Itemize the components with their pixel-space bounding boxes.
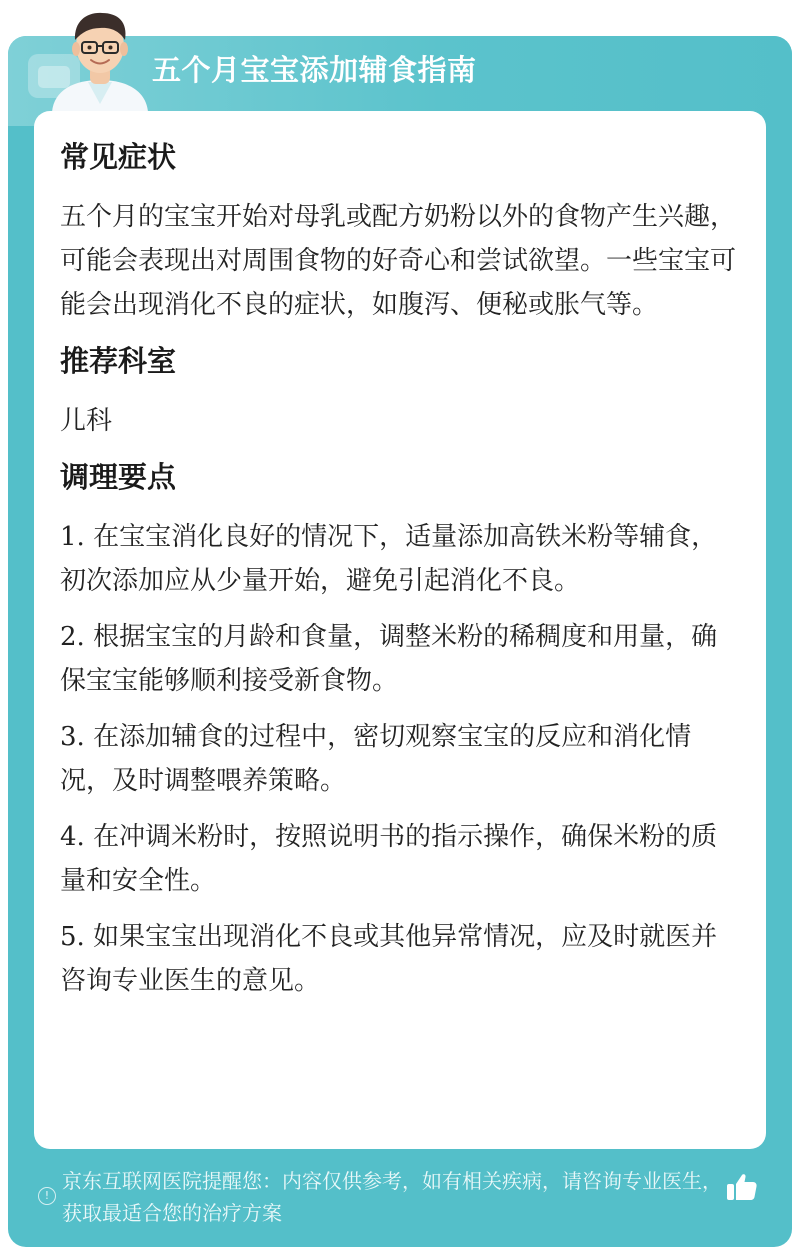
disclaimer-text: 京东互联网医院提醒您：内容仅供参考，如有相关疾病，请咨询专业医生，获取最适合您的治疗方案 <box>62 1169 722 1225</box>
card-content <box>60 135 740 1015</box>
care-item-number: 3. <box>60 722 85 752</box>
footer <box>34 1163 766 1233</box>
thumbs-up-icon[interactable] <box>724 1169 760 1205</box>
care-item-number: 4. <box>60 822 85 852</box>
care-item-number: 1. <box>60 522 85 552</box>
info-icon: ! <box>38 1187 56 1205</box>
content-card <box>34 111 766 1149</box>
care-item <box>60 815 740 903</box>
care-item-number: 2. <box>60 622 85 652</box>
doctor-avatar-icon <box>44 4 156 112</box>
page-title: 五个月宝宝添加辅食指南 <box>152 53 477 87</box>
care-item-text: 在冲调米粉时，按照说明书的指示操作，确保米粉的质量和安全性。 <box>60 822 718 896</box>
symptoms-body: 五个月的宝宝开始对母乳或配方奶粉以外的食物产生兴趣，可能会表现出对周围食物的好奇心和尝试欲望。一些宝宝可能会出现消化不良的症状，如腹泻、便秘或胀气等。 <box>60 202 737 320</box>
care-item <box>60 915 740 1003</box>
care-item-text: 如果宝宝出现消化不良或其他异常情况，应及时就医并咨询专业医生的意见。 <box>60 922 718 996</box>
care-item-text: 在宝宝消化良好的情况下，适量添加高铁米粉等辅食，初次添加应从少量开始，避免引起消化不良。 <box>60 522 718 596</box>
department-body: 儿科 <box>60 406 113 436</box>
care-item <box>60 515 740 603</box>
care-item-number: 5. <box>60 922 85 952</box>
care-item <box>60 715 740 803</box>
care-item-text: 在添加辅食的过程中，密切观察宝宝的反应和消化情况，及时调整喂养策略。 <box>60 722 692 796</box>
care-title: 调理要点 <box>60 460 177 494</box>
care-item-text: 根据宝宝的月龄和食量，调整米粉的稀稠度和用量，确保宝宝能够顺利接受新食物。 <box>60 622 718 696</box>
care-item <box>60 615 740 703</box>
symptoms-title: 常见症状 <box>60 140 177 174</box>
department-title: 推荐科室 <box>60 344 177 378</box>
